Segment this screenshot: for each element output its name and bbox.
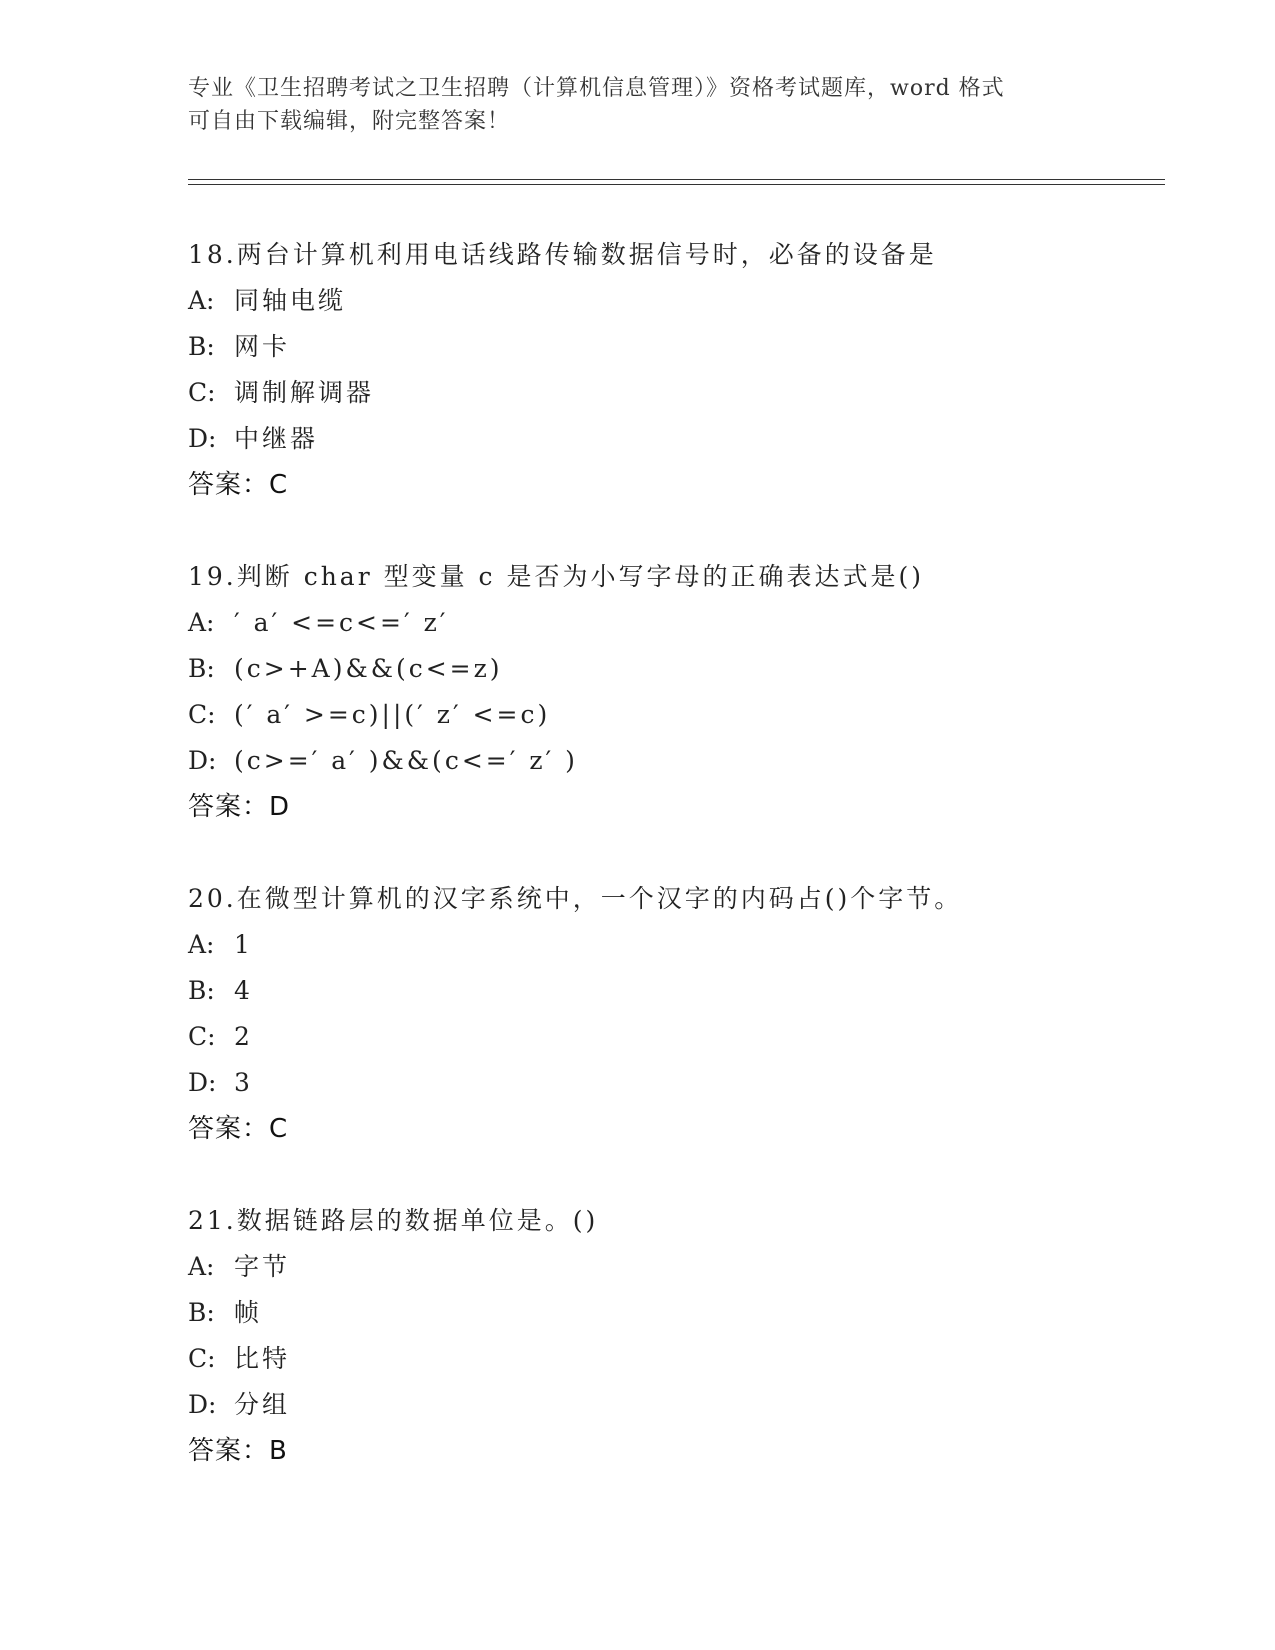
question-18 — [188, 232, 1188, 508]
header-divider-bottom — [188, 184, 1165, 185]
option-letter: C: — [188, 700, 216, 729]
option-text: 4 — [234, 976, 253, 1005]
option-d — [188, 416, 1188, 462]
question-stem: 20.在微型计算机的汉字系统中，一个汉字的内码占()个字节。 — [188, 884, 963, 913]
option-letter: A: — [188, 286, 215, 315]
option-text: (c>+A)&&(c<=z) — [234, 654, 503, 683]
option-text: 1 — [234, 930, 253, 959]
option-text: 字节 — [234, 1252, 291, 1281]
option-text: 帧 — [234, 1298, 263, 1327]
option-text: 中继器 — [234, 424, 319, 453]
option-letter: B: — [188, 654, 215, 683]
option-letter: C: — [188, 1344, 216, 1373]
option-d — [188, 738, 1188, 784]
question-21 — [188, 1198, 1188, 1474]
option-letter: D: — [188, 424, 217, 453]
header-line-2: 可自由下载编辑，附完整答案！ — [188, 109, 511, 134]
option-text: 3 — [234, 1068, 253, 1097]
option-c — [188, 1336, 1188, 1382]
option-text: 比特 — [234, 1344, 291, 1373]
header-line-1: 专业《卫生招聘考试之卫生招聘（计算机信息管理）》资格考试题库，word 格式 — [188, 76, 1005, 101]
option-c — [188, 370, 1188, 416]
question-19 — [188, 554, 1188, 830]
answer-line: 答案：C — [188, 470, 289, 500]
option-b — [188, 968, 1188, 1014]
option-letter: C: — [188, 1022, 216, 1051]
option-text: (′ a′ >=c)||(′ z′ <=c) — [234, 700, 551, 729]
question-stem: 19.判断 char 型变量 c 是否为小写字母的正确表达式是() — [188, 562, 925, 591]
option-d — [188, 1382, 1188, 1428]
option-letter: A: — [188, 930, 215, 959]
option-b — [188, 1290, 1188, 1336]
option-text: 同轴电缆 — [234, 286, 347, 315]
option-text: ′ a′ <=c<=′ z′ — [234, 608, 449, 637]
option-a — [188, 922, 1188, 968]
answer-line: 答案：C — [188, 1114, 289, 1144]
answer-line: 答案：D — [188, 792, 291, 822]
question-stem: 21.数据链路层的数据单位是。() — [188, 1206, 599, 1235]
question-20 — [188, 876, 1188, 1152]
option-letter: D: — [188, 1068, 217, 1097]
option-a — [188, 278, 1188, 324]
option-letter: D: — [188, 1390, 217, 1419]
option-d — [188, 1060, 1188, 1106]
option-text: 2 — [234, 1022, 253, 1051]
option-a — [188, 1244, 1188, 1290]
option-b — [188, 324, 1188, 370]
option-letter: B: — [188, 332, 215, 361]
option-letter: D: — [188, 746, 217, 775]
option-letter: B: — [188, 976, 215, 1005]
option-c — [188, 692, 1188, 738]
option-text: 调制解调器 — [234, 378, 375, 407]
question-stem: 18.两台计算机利用电话线路传输数据信号时，必备的设备是 — [188, 240, 937, 269]
option-letter: A: — [188, 608, 215, 637]
document-header — [188, 72, 1088, 138]
option-text: 分组 — [234, 1390, 291, 1419]
option-text: (c>=′ a′ )&&(c<=′ z′ ) — [234, 746, 578, 775]
header-divider-top — [188, 179, 1165, 180]
option-c — [188, 1014, 1188, 1060]
option-b — [188, 646, 1188, 692]
option-text: 网卡 — [234, 332, 291, 361]
option-letter: C: — [188, 378, 216, 407]
option-letter: A: — [188, 1252, 215, 1281]
question-list — [188, 232, 1188, 1520]
option-letter: B: — [188, 1298, 215, 1327]
answer-line: 答案：B — [188, 1436, 288, 1466]
option-a — [188, 600, 1188, 646]
